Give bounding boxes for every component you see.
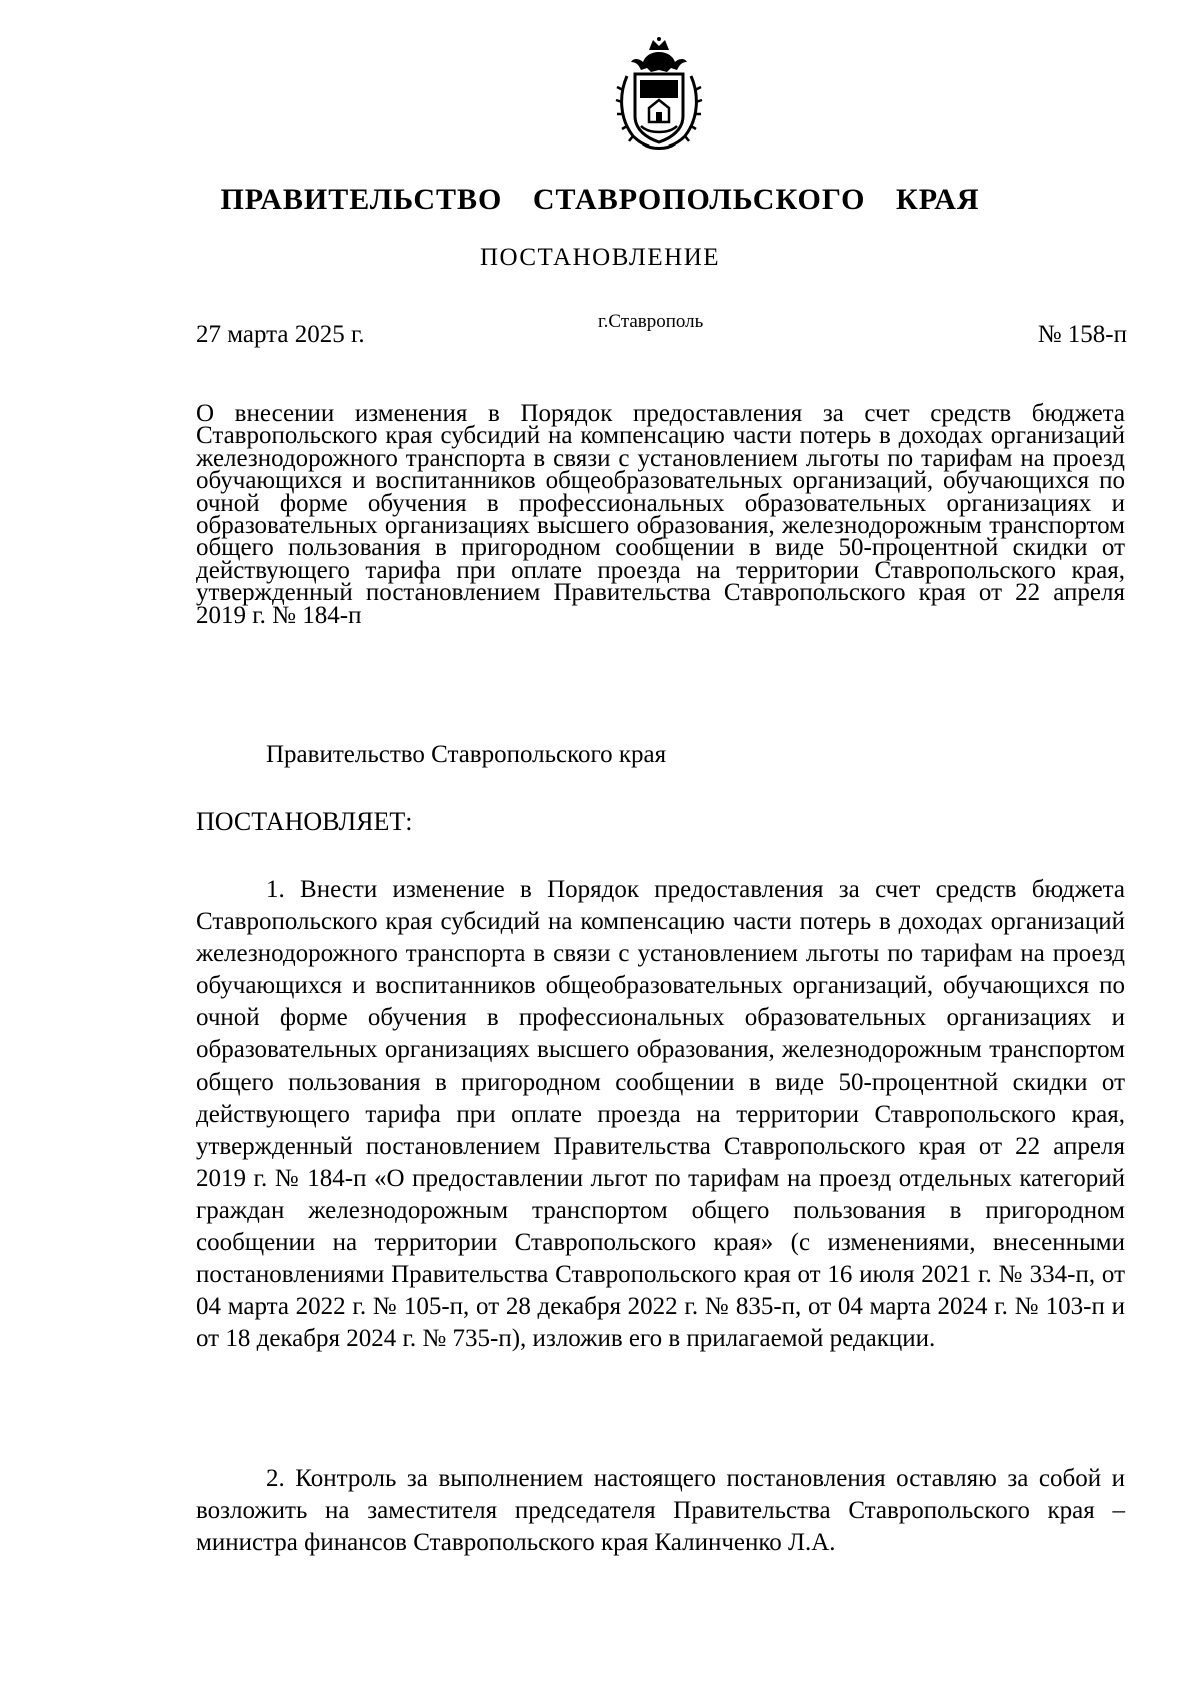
document-number: № 158-п <box>1037 321 1127 348</box>
document-subject: О внесении изменения в Порядок предоставления за счет средств бюджета Ставропольского края субсидий на компенсацию части потерь в доходах организаций железнодорожного транспорта в связи с установлением льготы по тарифам на проезд обучающихся и воспитанников общеобразовательных организаций, обучающихся по очной форме обучения в профессиональных образовательных организациях и образовательных организациях высшего образования, железнодорожным транспортом общего пользования в пригородном сообщении в виде 50-процентной скидки от действующего тарифа при оплате проезда на территории Ставропольского края, утвержденный постановлением Правительства Ставропольского края от 22 апреля 2019 г. № 184-п <box>196 400 1125 629</box>
issuer-line: Правительство Ставропольского края <box>266 741 667 768</box>
paragraph-2: 2. Контроль за выполнением настоящего постановления оставляю за собой и возложить на заместителя председателя Правительства Ставропольского края – министра финансов Ставропольского края Калинченко Л.А. <box>196 1465 1125 1557</box>
government-title: ПРАВИТЕЛЬСТВО СТАВРОПОЛЬСКОГО КРАЯ <box>220 183 980 216</box>
document-city: г.Ставрополь <box>598 311 704 332</box>
document-date: 27 марта 2025 г. <box>196 321 365 348</box>
coat-of-arms-icon <box>613 36 705 152</box>
decree-word: ПОСТАНОВЛЯЕТ: <box>196 807 413 836</box>
paragraph-1: 1. Внести изменение в Порядок предоставления за счет средств бюджета Ставропольского края субсидий на компенсацию части потерь в доходах организаций железнодорожного транспорта в связи с установлением льготы по тарифам на проезд обучающихся и воспитанников общеобразовательных организаций, обучающихся по очной форме обучения в профессиональных образовательных организациях и образовательных организациях высшего образования, железнодорожным транспортом общего пользования в пригородном сообщении в виде 50-процентной скидки от действующего тарифа при оплате проезда на территории Ставропольского края, утвержденный постановлением Правительства Ставропольского края от 22 апреля 2019 г. № 184-п «О предоставлении льгот по тарифам на проезд отдельных категорий граждан железнодорожным транспортом общего пользования в пригородном сообщении на территории Ставропольского края» (с изменениями, внесенными постановлениями Правительства Ставропольского края от 16 июля 2021 г. № 334-п, от 04 марта 2022 г. № 105-п, от 28 декабря 2022 г. № 835-п, от 04 марта 2024 г. № 103-п и от 18 декабря 2024 г. № 735-п), изложив его в прилагаемой редакции. <box>196 876 1125 1353</box>
document-type: ПОСТАНОВЛЕНИЕ <box>479 244 721 271</box>
